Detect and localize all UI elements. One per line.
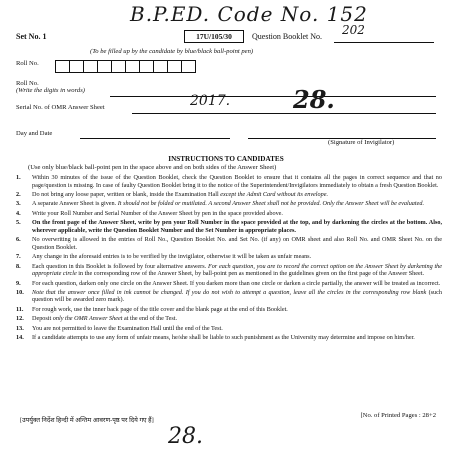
- roll-digit-box[interactable]: [55, 60, 70, 73]
- instruction-number: 11.: [16, 305, 24, 313]
- instruction-number: 12.: [16, 315, 24, 323]
- instruction-item: [16, 325, 442, 333]
- instruction-text: [32, 219, 442, 234]
- instruction-text-part: On the front page of the Answer Sheet, write by pen your Roll Number in the space provided at the top, and by darkening the circles at the bottom. Also, wherever applicable, write the Question Booklet Number and the Set Number in appropriate places.: [32, 219, 442, 234]
- instruction-item: [16, 315, 442, 323]
- instruction-text: [32, 200, 442, 208]
- instruction-text-part: No overwriting is allowed in the entries of Roll No., Question Booklet No. and Set No. (if any) on OMR sheet and also Roll No. and OMR Sheet No. on the Question Booklet.: [32, 236, 442, 251]
- signature-label: (Signature of Invigilator): [328, 139, 395, 146]
- instruction-text-part: For each question, you are to record the correct option on the Answer Sheet by darkening the appropriate circle: [32, 262, 443, 278]
- instruction-text: [32, 210, 442, 218]
- instruction-text-part: Each question in this Booklet is followed by four alternative answers.: [32, 262, 208, 270]
- instruction-text-part: For each question, darken only one circle on the Answer Sheet. If you darken more than one circle or darken a circle partially, the answer will be treated as incorrect.: [32, 279, 441, 287]
- instruction-text: [32, 191, 442, 199]
- instruction-text: [32, 253, 442, 261]
- roll-digit-box[interactable]: [125, 60, 140, 73]
- instruction-text-part: in the corresponding row of the Answer Sheet, by ball-point pen as mentioned in the guidelines given on the first page of the Answer Sheet.: [76, 270, 425, 278]
- roll-digit-box[interactable]: [83, 60, 98, 73]
- instruction-text: [32, 174, 442, 189]
- instruction-text: [32, 306, 442, 314]
- roll-digit-box[interactable]: [181, 60, 196, 73]
- question-booklet-number: 202: [342, 23, 365, 37]
- instruction-item: [16, 253, 442, 261]
- instruction-text: [32, 236, 442, 251]
- fill-instruction-note: (To be filled up by the candidate by blue/black ball-point pen): [90, 48, 254, 55]
- instruction-text-part: only the OMR Answer Sheet: [52, 315, 123, 323]
- instruction-text-part: A separate Answer Sheet is given.: [32, 200, 118, 208]
- instruction-text-part: Any change in the aforesaid entries is to be verified by the invigilator, otherwise it will be taken as unfair means.: [32, 253, 312, 261]
- roll-no-words-hint: (Write the digits in words): [16, 87, 85, 94]
- instruction-text-part: For rough work, use the inner back page of the title cover and the blank page at the end of this Booklet.: [32, 305, 288, 313]
- instruction-number: 8.: [16, 262, 21, 270]
- instruction-text-part: It should not be folded or mutilated. A second Answer Sheet shall not be provided. Only the Answer Sheet will be evaluated.: [117, 200, 424, 208]
- instruction-number: 1.: [16, 174, 21, 181]
- instruction-number: 7.: [16, 253, 21, 261]
- instruction-number: 9.: [16, 279, 21, 287]
- instruction-item: [16, 263, 442, 278]
- instruction-item: [16, 174, 442, 189]
- question-booklet-underline: [334, 42, 434, 43]
- handwritten-day: 28.: [293, 85, 335, 114]
- instruction-item: [16, 200, 442, 208]
- omr-serial-label: Serial No. of OMR Answer Sheet: [16, 104, 105, 111]
- instructions-subtitle: (Use only blue/black ball-point pen in the space above and on both sides of the Answer Sheet): [28, 164, 277, 171]
- instruction-number: 5.: [16, 219, 21, 227]
- roll-digit-box[interactable]: [111, 60, 126, 73]
- instruction-text: [32, 334, 442, 342]
- instruction-item: [16, 210, 442, 218]
- instruction-item: [16, 236, 442, 251]
- paper-code-box: 17U/105/30: [184, 30, 244, 43]
- instruction-number: 4.: [16, 209, 21, 217]
- handwritten-bottom-number: 28.: [168, 424, 203, 449]
- hindi-note: [उपर्युक्त निर्देश हिन्दी में अन्तिम आवरण-पृष्ठ पर दिये गए हैं]: [20, 417, 154, 424]
- instruction-text: [32, 289, 442, 304]
- set-number: Set No. 1: [16, 32, 47, 41]
- roll-no-label: Roll No.: [16, 60, 39, 67]
- roll-digit-box[interactable]: [167, 60, 182, 73]
- instruction-text-part: You are not permitted to leave the Examination Hall until the end of the Test.: [32, 324, 223, 332]
- instruction-item: [16, 306, 442, 314]
- day-date-label: Day and Date: [16, 130, 53, 137]
- instruction-text-part: Write your Roll Number and Serial Number of the Answer Sheet by pen in the space provided above.: [32, 209, 283, 217]
- instruction-item: [16, 280, 442, 288]
- roll-digit-box[interactable]: [69, 60, 84, 73]
- instruction-text-part: (such question will be awarded zero mark).: [32, 288, 442, 304]
- instructions-title: INSTRUCTIONS TO CANDIDATES: [168, 155, 284, 163]
- instruction-number: 10.: [16, 288, 24, 296]
- instruction-number: 14.: [16, 334, 24, 342]
- instruction-text-part: at the end of the Test.: [122, 315, 178, 323]
- instruction-list: [16, 174, 442, 343]
- instruction-text: [32, 280, 442, 288]
- instruction-number: 13.: [16, 324, 24, 332]
- roll-no-boxes[interactable]: [55, 60, 195, 73]
- roll-digit-box[interactable]: [139, 60, 154, 73]
- set-row: [16, 23, 436, 44]
- instruction-text-part: Do not bring any loose paper, written or blank, inside the Examination Hall: [32, 190, 221, 198]
- question-booklet-label: Question Booklet No.: [252, 32, 322, 41]
- instruction-text-part: If a candidate attempts to use any form of unfair means, he/she shall be liable to such punishment as the University may determine and impose on him/her.: [32, 334, 415, 342]
- omr-serial-line[interactable]: [132, 113, 436, 114]
- instruction-text: [32, 325, 442, 333]
- instruction-number: 3.: [16, 200, 21, 208]
- instruction-item: [16, 191, 442, 199]
- instruction-text-part: except the Admit Card without its envelope.: [220, 190, 329, 198]
- roll-digit-box[interactable]: [153, 60, 168, 73]
- handwritten-year: 2017.: [190, 93, 231, 109]
- roll-digit-box[interactable]: [97, 60, 112, 73]
- instruction-text: [32, 315, 442, 323]
- instruction-text-part: Within 30 minutes of the issue of the Question Booklet, check the Question Booklet to ensure that it contains all the pages in correct sequence and that no page/question is missing. In case of faulty Question Booklet bring it to the notice of the Superintendent/Invigilators immediately to obtain a fresh Question Booklet.: [32, 174, 442, 189]
- instruction-number: 6.: [16, 236, 21, 244]
- instruction-text-part: Deposit: [32, 315, 53, 323]
- instruction-number: 2.: [16, 190, 21, 198]
- day-date-line[interactable]: [80, 138, 230, 139]
- handwritten-title: B.P.ED. Code No. 152: [130, 2, 368, 26]
- printed-pages-count: [No. of Printed Pages : 28+2: [360, 412, 436, 419]
- instruction-item: [16, 334, 442, 342]
- roll-no-words-label: Roll No.: [16, 80, 39, 87]
- instruction-item: [16, 219, 442, 234]
- instruction-text: [32, 263, 442, 278]
- roll-words-line[interactable]: [110, 96, 436, 97]
- instruction-item: [16, 289, 442, 304]
- instruction-text-part: Note that the answer once filled in ink cannot be changed. If you do not wish to attempt a question, leave all the circles in the corresponding row blank: [32, 288, 427, 296]
